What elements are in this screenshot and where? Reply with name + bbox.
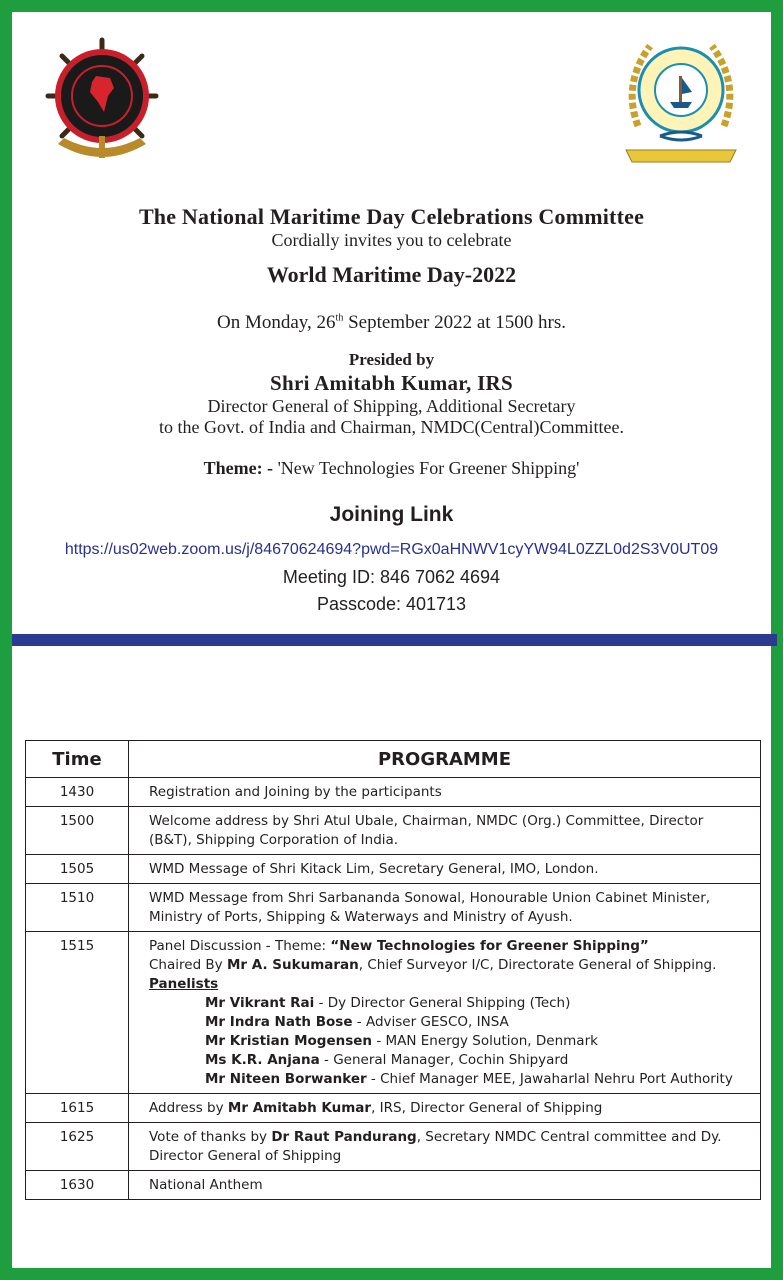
programme-table <box>25 740 761 1200</box>
directorate-general-of-shipping-logo <box>620 32 742 168</box>
row-description: National Anthem <box>129 1171 761 1200</box>
national-maritime-day-logo <box>44 36 160 170</box>
committee-title: The National Maritime Day Celebrations Committee <box>138 204 645 229</box>
panelist-item: Mr Vikrant Rai - Dy Director General Shipping (Tech) <box>205 995 571 1011</box>
presider-designation-line2: to the Govt. of India and Chairman, NMDC(Central)Committee. <box>159 417 624 437</box>
section-divider <box>12 634 777 646</box>
panelist-item: Mr Indra Nath Bose - Adviser GESCO, INSA <box>205 1014 509 1030</box>
row-time: 1625 <box>26 1123 129 1171</box>
table-row <box>26 884 761 932</box>
zoom-joining-link[interactable]: https://us02web.zoom.us/j/84670624694?pwd=RGx0aHNWV1cyYW94L0ZZL0d2S3V0UT09 <box>64 541 719 558</box>
table-row <box>26 1171 761 1200</box>
theme-line: Theme: - 'New Technologies For Greener Shipping' <box>203 458 580 478</box>
table-row <box>26 1094 761 1123</box>
row-description: Registration and Joining by the participants <box>129 778 761 807</box>
event-date: On Monday, 26th September 2022 at 1500 hrs. <box>216 312 567 333</box>
row-time: 1510 <box>26 884 129 932</box>
presider-name: Shri Amitabh Kumar, IRS <box>269 371 514 395</box>
presided-by-label: Presided by <box>348 350 435 369</box>
invitation-line: Cordially invites you to celebrate <box>271 230 512 250</box>
meeting-passcode: Passcode: 401713 <box>316 594 467 614</box>
table-header-row <box>26 741 761 778</box>
panel-discussion-cell <box>129 932 761 1094</box>
time-column-header: Time <box>26 741 129 778</box>
presider-designation-line1: Director General of Shipping, Additional Secretary <box>207 396 576 416</box>
table-row <box>26 1123 761 1171</box>
row-description: WMD Message of Shri Kitack Lim, Secretary General, IMO, London. <box>129 855 761 884</box>
row-description: Welcome address by Shri Atul Ubale, Chairman, NMDC (Org.) Committee, Director (B&T), Shipping Corporation of India. <box>129 807 761 855</box>
row-description: Vote of thanks by Dr Raut Pandurang, Secretary NMDC Central committee and Dy. Director General of Shipping <box>129 1123 761 1171</box>
panelist-item: Ms K.R. Anjana - General Manager, Cochin Shipyard <box>205 1052 569 1068</box>
meeting-id: Meeting ID: 846 7062 4694 <box>282 567 501 587</box>
row-description: Address by Mr Amitabh Kumar, IRS, Director General of Shipping <box>129 1094 761 1123</box>
row-time: 1615 <box>26 1094 129 1123</box>
row-time: 1430 <box>26 778 129 807</box>
row-time: 1515 <box>26 932 129 1094</box>
panel-theme-line: Panel Discussion - Theme: “New Technologies for Greener Shipping” <box>149 938 649 954</box>
programme-column-header: PROGRAMME <box>129 741 761 778</box>
panel-chair-line: Chaired By Mr A. Sukumaran, Chief Surveyor I/C, Directorate General of Shipping. <box>149 957 717 973</box>
joining-link-title: Joining Link <box>329 503 454 526</box>
panelist-item: Mr Niteen Borwanker - Chief Manager MEE, Jawaharlal Nehru Port Authority <box>205 1071 733 1087</box>
table-row <box>26 778 761 807</box>
row-description: WMD Message from Shri Sarbananda Sonowal, Honourable Union Cabinet Minister, Ministry of Ports, Shipping & Waterways and Ministry of Ayush. <box>129 884 761 932</box>
table-row <box>26 932 761 1094</box>
row-time: 1500 <box>26 807 129 855</box>
row-time: 1505 <box>26 855 129 884</box>
event-title: World Maritime Day-2022 <box>266 262 517 287</box>
row-time: 1630 <box>26 1171 129 1200</box>
panelist-item: Mr Kristian Mogensen - MAN Energy Solution, Denmark <box>205 1033 598 1049</box>
table-row <box>26 855 761 884</box>
panelists-label: Panelists <box>149 976 219 992</box>
table-row <box>26 807 761 855</box>
